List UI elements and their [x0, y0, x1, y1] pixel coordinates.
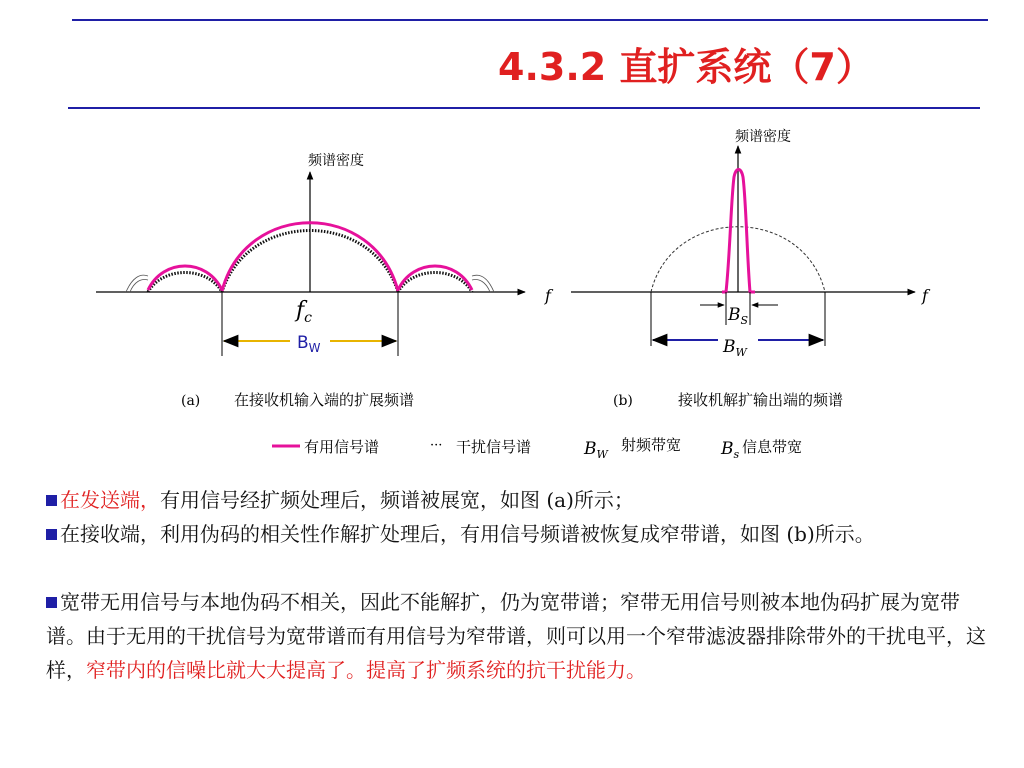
legend-jam-glyph: ··· [430, 438, 443, 453]
bullet-square-icon [46, 529, 57, 540]
figure-b-bw-label: $B_W$ [723, 337, 747, 359]
figure-b-x-axis-label: f [922, 286, 928, 305]
legend-useful-label: 有用信号谱 [304, 438, 380, 456]
figure-b-caption: 接收机解扩输出端的频谱 [678, 391, 844, 409]
snr-highlight: 窄带内的信噪比就大大提高了。提高了扩频系统的抗干扰能力。 [86, 658, 646, 682]
figure-b [571, 128, 931, 409]
figure-a-caption: 在接收机输入端的扩展频谱 [234, 391, 415, 409]
legend-bs-symbol: $B_s$ [721, 439, 740, 461]
figure-a-x-axis-label: f [545, 286, 551, 305]
figure-a-y-axis-label: 频谱密度 [308, 153, 364, 169]
legend-bw-label: 射频带宽 [621, 436, 682, 454]
figure-b-y-axis-label: 频谱密度 [735, 129, 791, 145]
transmitter-text: 有用信号经扩频处理后，频谱被展宽，如图 (a)所示； [160, 488, 634, 512]
figure-a-bw-label: $B_W$ [297, 333, 321, 355]
transmitter-highlight: 在发送端， [60, 488, 160, 512]
interference-text: 宽带无用信号与本地伪码不相关，因此不能解扩，仍为宽带谱；窄带无用信号则被本地伪码扩展为宽带谱。由于无用的干扰信号为宽带谱而有用信号为窄带谱，则可以用一个窄带滤波器排除带外的干扰电平，这样， [46, 590, 986, 682]
bullet-square-icon [46, 495, 57, 506]
figure-a-caption-tag: (a) [181, 393, 201, 409]
bullet-square-icon [46, 597, 57, 608]
figure-b-bs-label: $B_S$ [728, 305, 749, 327]
slide-title: 4.3.2 直扩系统（7） [498, 45, 874, 89]
paragraph-receiver [46, 517, 996, 551]
legend-bw-symbol: $B_W$ [584, 439, 608, 461]
legend-jam-label: 干扰信号谱 [456, 438, 532, 456]
legend-bs-label: 信息带宽 [742, 438, 803, 456]
figure-a [96, 152, 554, 409]
paragraph-transmitter [46, 483, 996, 517]
paragraph-interference [46, 585, 996, 687]
receiver-text: 在接收端，利用伪码的相关性作解扩处理后，有用信号频谱被恢复成窄带谱，如图 (b)所示。 [60, 522, 875, 546]
figure-legend [272, 436, 802, 461]
figure-a-center-freq-label: $f_c$ [296, 298, 312, 326]
figure-b-caption-tag: (b) [613, 393, 633, 409]
